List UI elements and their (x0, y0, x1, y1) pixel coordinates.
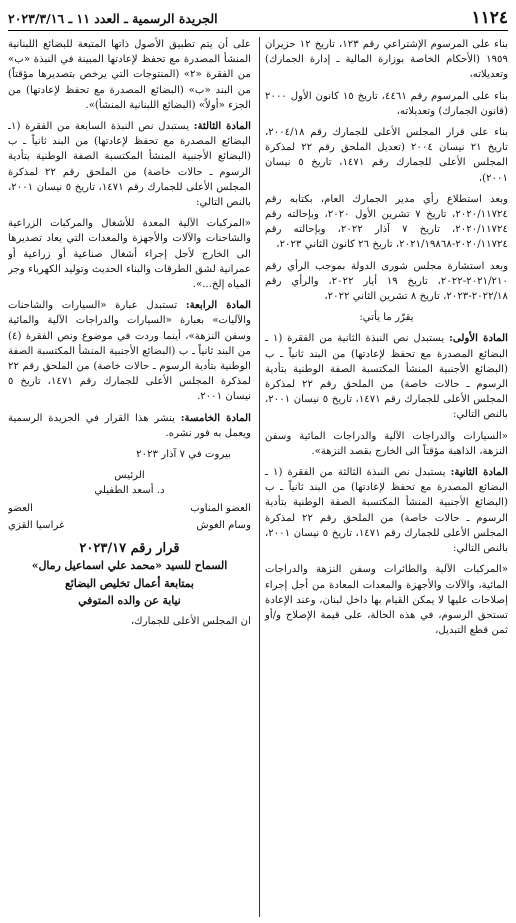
decides-line: يقرّر ما يأتي: (359, 312, 414, 324)
preamble-4: وبعد استطلاع رأي مدير الجمارك العام، بكتابه رقم ٢٠٢٠/١١٧٢٤، تاريخ ٧ تشرين الأول ٢٠٢٠، وبإحالته رقم ٢٠٢٠/١١٧٢٤، تاريخ ٧ آذار ٢٠٢٢، وبإحالته رقم ٢٠٢٠/١١٧٢٤-٢٠٢١/١٩٨٦٨، تاريخ ٢٦ كانون الثاني ٢٠٢٣، (265, 193, 508, 251)
member-name: غراسيا القزي (8, 519, 65, 531)
gazette-issue-title: الجريدة الرسمية ـ العدد ١١ ـ ٢٠٢٣/٣/١٦ (8, 10, 218, 26)
alternate-member-name: وسام الغوش (196, 519, 251, 531)
members-titles-row (8, 501, 251, 516)
preamble-3: بناء على قرار المجلس الأعلى للجمارك رقم ٢٠٠٤/١٨، تاريخ ٢١ نيسان ٢٠٠٤ (تعديل الملحق رقم ٢٢ لمذكرة المجلس الأعلى للجمارك رقم ١٤٧١، تاريخ ٥ نيسان ٢٠٠١)، (265, 127, 508, 184)
page-header (8, 6, 508, 31)
decision-title-line-1: السماح للسيد «محمد علي اسماعيل رمال» (31, 559, 228, 573)
article-1-label: المادة الأولى: (449, 332, 508, 345)
article-4 (8, 298, 251, 404)
article-2 (265, 465, 508, 556)
closing-line: ان المجلس الأعلى للجمارك، (130, 615, 251, 627)
preamble-1: بناء على المرسوم الإشتراعي رقم ١٢٣، تاريخ ١٢ حزيران ١٩٥٩ (الأحكام الخاصة بوزارة المالية ـ إدارة الجمارك) وتعديلاته، (265, 39, 508, 81)
article-2-text: يستبدل نص النبذة الثالثة من الفقرة (١ ـ البضائع المصدرة مع تحفظ لإعادتها) من البند ثانياً ـ ب (البضائع الأجنبية المنشأ المكتسبة الصفة الوطنية بتأدية الرسوم ـ حالات خاصة) من الملحق رقم ٢٢ لمذكرة المجلس الأعلى للجمارك رقم ١٤٧١، تاريخ ٥ نيسان ٢٠٠١، بالنص التالي: (265, 467, 508, 555)
left-column (8, 37, 260, 917)
place-date: بيروت في ٧ آذار ٢٠٢٣ (136, 449, 231, 461)
page-number: ١١٢٤ (471, 8, 508, 28)
president-title: الرئيس (114, 470, 145, 482)
president-name: د. أسعد الطفيلي (94, 485, 165, 497)
preamble-2: بناء على المرسوم رقم ٤٤٦١، تاريخ ١٥ كانون الأول ٢٠٠٠ (قانون الجمارك) وتعديلاته، (265, 90, 508, 117)
decision-title-line-2: بمتابعة أعمال تخليص البضائع (65, 576, 194, 590)
signatures (8, 468, 251, 533)
decision-number: قرار رقم ٢٠٢٣/١٧ (79, 541, 180, 557)
alternate-member-title: العضو المناوب (190, 502, 251, 514)
two-column-body (8, 37, 508, 917)
preamble-5: وبعد استشارة مجلس شورى الدولة بموجب الرأي رقم ٢٠٢١/٢١٠-٢٠٢٢، تاريخ ١٩ أيار ٢٠٢٢، والرأي رقم ٢٠٢٢/١٨-٢٠٢٣، تاريخ ٨ تشرين الثاني ٢٠٢٢، (265, 260, 508, 303)
article-4-label: المادة الرابعة: (185, 299, 252, 312)
article-5-text: ينشر هذا القرار في الجريدة الرسمية ويعمل به فور نشره. (8, 412, 251, 439)
article-5-label: المادة الخامسة: (180, 411, 251, 424)
members-names-row (8, 518, 251, 533)
article-2-quote: «المركبات الآلية والطائرات وسفن النزهة والدراجات المائية، والآلات والأجهزة والمعدات المعادة من أجل إجراء إصلاحات عليها لا يمكن القيام بها داخل لبنان، وعند الإعادة تستحق الرسوم، في هذه الحالة، على قيمة الإصلاح و/أو ثمن قطع التبديل، (265, 564, 508, 637)
article-3-quote: «المركبات الآلية المعدة للأشغال والمركبات الزراعية والشاحنات والآلات والأجهزة والمعدات التي يعاد تصديرها الى الخارج لأجل إجراء أشغال صناعية أو زراعية أو عمرانية لشق الطرقات والبناء الحديث وتوليد الكهرباء وجر المياه إلخ...». (8, 218, 251, 291)
article-1-text: يستبدل نص النبذة الثانية من الفقرة (١ ـ البضائع المصدرة مع تحفظ لإعادتها) من البند ثانياً ـ ب (البضائع الأجنبية المنشأ المكتسبة الصفة الوطنية بتأدية الرسوم ـ حالات خاصة) من الملحق رقم ٢٢ لمذكرة المجلس الأعلى للجمارك رقم ١٤٧١، تاريخ ٥ نيسان ٢٠٠١، بالنص التالي: (265, 333, 508, 421)
article-1-quote: «السيارات والدراجات الآلية والدراجات المائية وسفن النزهة، الذاهبة مؤقتاً الى الخارج بقصد النزهة». (265, 430, 508, 457)
member-title: العضو (8, 502, 33, 514)
article-3 (8, 119, 251, 210)
article-3-text: يستبدل نص النبذة السابعة من الفقرة (١ـ البضائع المصدرة مع تحفظ لإعادتها) من البند ثانياً ـ ب (البضائع الأجنبية المنشأ المكتسبة الصفة الوطنية بتأدية الرسوم ـ حالات خاصة) من الملحق رقم ٢٢ لمذكرة المجلس الأعلى للجمارك رقم ١٤٧١، تاريخ ٥ نيسان ٢٠٠١، بالنص التالي: (8, 121, 251, 209)
article-3-label: المادة الثالثة: (193, 120, 251, 133)
article-5 (8, 411, 251, 441)
right-column (260, 37, 508, 917)
article-1 (265, 331, 508, 422)
article-4-text: تستبدل عبارة «السيارات والشاحنات والآليات» بعبارة «السيارات والدراجات الآلية والمائية وسفن النزهة»، أينما وردت في موضوع ونص الفقرة (٤) من البند ثانياً ـ ب (البضائع الأجنبية المنشأ المكتسبة الصفة الوطنية بتأدية الرسوم ـ حالات خاصة) من الملحق رقم ٢٢ لمذكرة المجلس الأعلى للجمارك رقم ١٤٧١، تاريخ ٥ نيسان ٢٠٠١. (8, 300, 251, 403)
article-2-label: المادة الثانية: (450, 466, 508, 479)
article-2-continuation: على أن يتم تطبيق الأصول ذاتها المتبعة للبضائع اللبنانية المنشأ المصدرة مع تحفظ لإعادتها المبينة في النبذة «ب» من الفقرة «٢» (المنتوجات التي يرخص بتصديرها مؤقتاً) من البند «ب» (البضائع المصدرة مع تحفظ لإعادتها) من الجزء «أولاً» (البضائع اللبنانية المنشأ)». (8, 39, 251, 111)
decision-title-line-3: نيابة عن والده المتوفي (78, 593, 181, 607)
